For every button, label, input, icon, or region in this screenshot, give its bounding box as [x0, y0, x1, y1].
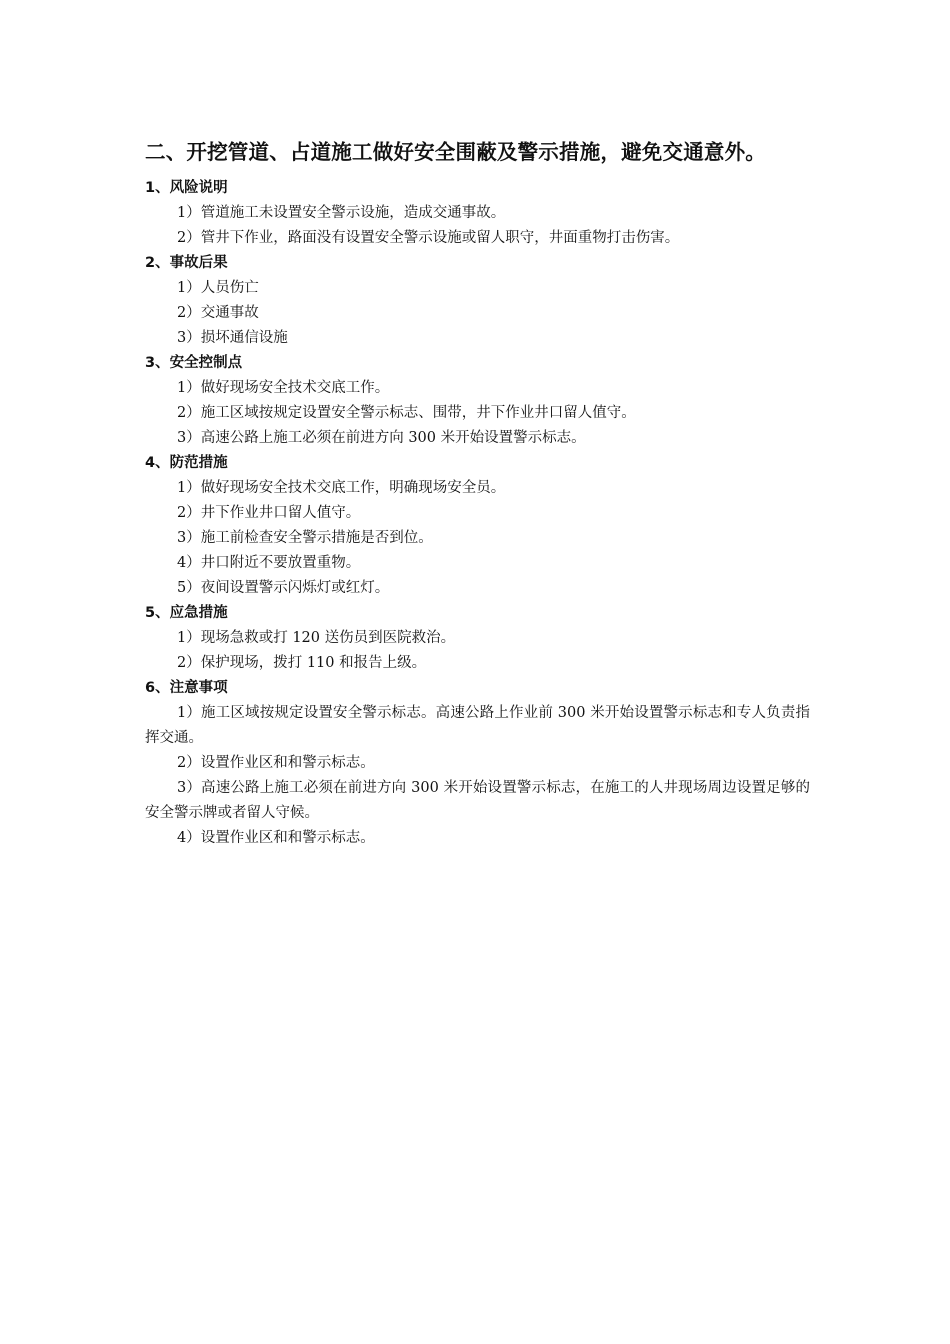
list-item: 4）井口附近不要放置重物。 — [177, 555, 361, 571]
document-page — [145, 138, 810, 851]
list-item: 5）夜间设置警示闪烁灯或红灯。 — [177, 580, 390, 596]
list-item: 1）做好现场安全技术交底工作。 — [177, 380, 390, 396]
list-item: 3）施工前检查安全警示措施是否到位。 — [177, 530, 433, 546]
section-heading: 3、安全控制点 — [145, 355, 243, 371]
list-item: 3）损坏通信设施 — [177, 330, 288, 346]
list-item: 1）现场急救或打 120 送伤员到医院救治。 — [177, 630, 456, 646]
section-heading: 2、事故后果 — [145, 255, 228, 271]
list-item: 3）高速公路上施工必须在前进方向 300 米开始设置警示标志。 — [177, 430, 586, 446]
section-control-points — [145, 351, 810, 451]
list-item: 1）做好现场安全技术交底工作，明确现场安全员。 — [177, 480, 506, 496]
list-item: 3）高速公路上施工必须在前进方向 300 米开始设置警示标志，在施工的人井现场周边设置足够的安全警示牌或者留人守候。 — [145, 780, 810, 821]
list-item: 1）人员伤亡 — [177, 280, 259, 296]
section-consequences — [145, 251, 810, 351]
list-item: 2）施工区域按规定设置安全警示标志、围带，井下作业井口留人值守。 — [177, 405, 636, 421]
list-item: 4）设置作业区和和警示标志。 — [177, 830, 375, 846]
section-heading: 1、风险说明 — [145, 180, 228, 196]
list-item: 2）井下作业井口留人值守。 — [177, 505, 361, 521]
section-heading: 4、防范措施 — [145, 455, 228, 471]
list-item: 2）设置作业区和和警示标志。 — [177, 755, 375, 771]
section-heading: 5、应急措施 — [145, 605, 228, 621]
list-item: 1）施工区域按规定设置安全警示标志。高速公路上作业前 300 米开始设置警示标志和专人负责指挥交通。 — [145, 705, 810, 746]
section-emergency — [145, 601, 810, 676]
list-item: 2）管井下作业，路面没有设置安全警示设施或留人职守，井面重物打击伤害。 — [177, 230, 680, 246]
section-prevention — [145, 451, 810, 601]
document-title: 二、开挖管道、占道施工做好安全围蔽及警示措施，避免交通意外。 — [145, 140, 766, 164]
section-notes — [145, 676, 810, 851]
list-item: 2）保护现场，拨打 110 和报告上级。 — [177, 655, 427, 671]
list-item: 1）管道施工未设置安全警示设施，造成交通事故。 — [177, 205, 506, 221]
list-item: 2）交通事故 — [177, 305, 259, 321]
section-risk-description — [145, 176, 810, 251]
section-heading: 6、注意事项 — [145, 680, 228, 696]
